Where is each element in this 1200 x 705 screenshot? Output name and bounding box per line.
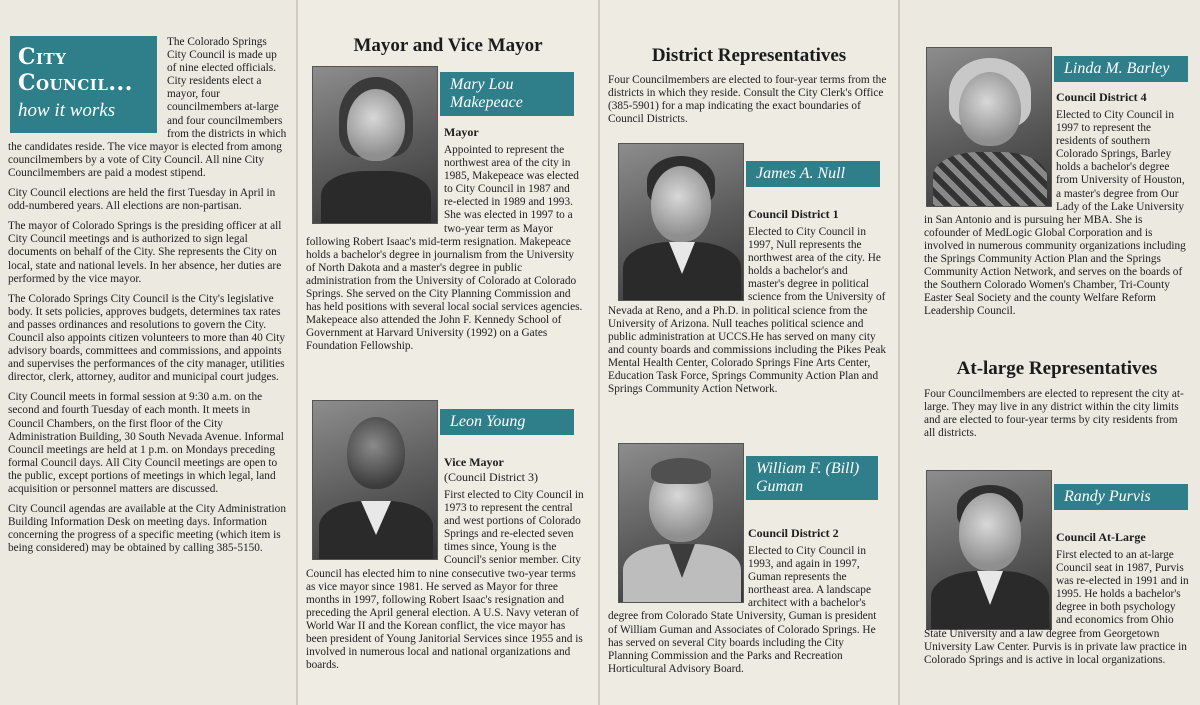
paragraph: The mayor of Colorado Springs is the presiding officer at all City Council meetings and is authorized to sign legal documents on behalf of the City. She represents the City on local, state and national levels. In her absence, her duties are performed by the vice mayor.	[8, 220, 282, 285]
purvis-role: Council At-Large	[1056, 530, 1146, 544]
mayor-role: Mayor	[444, 125, 479, 139]
atlarge-heading: At-large Representatives	[956, 358, 1158, 379]
guman-name: William F. (Bill) Guman	[746, 456, 878, 500]
guman-bio	[608, 526, 886, 676]
panel-district	[600, 0, 898, 705]
barley-name: Linda M. Barley	[1054, 56, 1188, 82]
panel-mayor	[298, 0, 598, 705]
guman-text: Elected to City Council in 1993, and again in 1997, Guman represents the northeast area. A landscape architect with a bachelor's degree from Colorado State University, Guman is president of William Guman and Associates of Colorado Springs. He has served on several City boards including the City Planning Commission and the Parks and Recreation Horticultural Advisory Board.	[608, 545, 877, 675]
atlarge-intro: Four Councilmembers are elected to represent the city at-large. They may live in any district within the city limits and are elected to four-year terms by city residents from all districts.	[924, 388, 1184, 440]
null-role: Council District 1	[748, 207, 839, 221]
vice-mayor-name: Leon Young	[440, 409, 574, 435]
district-intro: Four Councilmembers are elected to four-year terms from the districts in which they reside. Consult the City Clerk's Office (385-5901) for a map indicating the exact boundaries of Council Districts.	[608, 74, 887, 126]
mayor-name: Mary Lou Makepeace	[440, 72, 574, 116]
paragraph: City Council meets in formal session at 9:30 a.m. on the second and fourth Tuesday of each month. It meets in Council Chambers, on the first floor of the City Administration Building, 30 South Nevada Avenue. Informal Council meetings are held at 1 p.m. on Mondays preceding formal Council days. All City Council meetings are open to the public, except portions of meetings in which legal, land acquisition or personnel matters are discussed.	[8, 391, 284, 495]
section-heading: Mayor and Vice Mayor	[353, 35, 543, 56]
mayor-text: Appointed to represent the northwest area of the city in 1985, Makepeace was elected to City Council in 1987 and re-elected in 1989 and 1993. She was elected in 1997 to a two-year term as Mayor following Robert Isaac's mid-term resignation. Makepeace holds a bachelor's degree in journalism from the University of North Dakota and a master's degree in public administration from the University of Colorado at Colorado Springs. She served on the City Planning Commission and has held positions with several local social services agencies. Makepeace also attended the John F. Kennedy School of Government at Harvard University (1992) on a Gates Foundation Fellowship.	[306, 144, 583, 353]
paragraph: The Colorado Springs City Council is the City's legislative body. It sets policies, approves budgets, determines tax rates and passes ordinances and resolutions to govern the City. Council also appoints citizen volunteers to more than 40 City advisory boards, committees and commissions, and appoints and supervises the performances of the city manager, utilities director, clerk, attorney, auditor and municipal court judges.	[8, 292, 286, 384]
barley-role: Council District 4	[1056, 90, 1147, 104]
panel-how-it-works	[0, 0, 296, 705]
null-bio	[608, 207, 886, 396]
null-text: Elected to City Council in 1997, Null represents the northwest area of the city. He holds a bachelor's and master's degree in political science from the University of Nevada at Reno, and a Ph.D. in political science from the University of Arizona. Null teaches political science and public administration at UCCS.He has served on many city and county boards and commissions including the Pikes Peak Mental Health Center, Colorado Springs Fine Arts Center, Education Task Force, Springs Community Action Plan and Springs Community Action Network.	[608, 226, 886, 396]
title-sub: how it works	[18, 100, 116, 121]
purvis-name: Randy Purvis	[1054, 484, 1188, 510]
vice-mayor-bio	[306, 455, 584, 672]
guman-role: Council District 2	[748, 526, 839, 540]
purvis-text: First elected to an at-large Council seat in 1987, Purvis was re-elected in 1991 and in 1995. He holds a bachelor's degree in both psychology and economics from Ohio State University and a law degree from Georgetown University Law Center. Purvis is in private law practice in Colorado Springs and is active in local organizations.	[924, 549, 1189, 666]
paragraph: The Colorado Springs City Council is made up of nine elected officials. City residents elect a mayor, four councilmembers at-large and four councilmembers from the districts in which the candidates reside. The vice mayor is elected from among councilmembers by a vote of City Council. All nine City Councilmembers are paid a modest stipend.	[8, 36, 287, 179]
barley-text: Elected to City Council in 1997 to represent the residents of southern Colorado Springs, Barley holds a bachelor's degree from University of Houston, a master's degree from Our Lady of the Lake University in San Antonio and is pursuing her MBA. She is cofounder of MedLogic Global Corporation and is involved in numerous community organizations including the Springs Community Action Plan and the Springs Community Action Network, and serves on the boards of the Southern Colorado Women's Chamber, Tri-County Easter Seal Society and the county Welfare Reform Leadership Council.	[924, 109, 1186, 318]
vice-mayor-role: Vice Mayor	[444, 455, 504, 469]
title-box	[10, 36, 157, 133]
title-main: City Council...	[18, 44, 133, 96]
section-heading: District Representatives	[651, 45, 847, 66]
purvis-bio	[924, 530, 1190, 667]
mayor-bio	[306, 125, 584, 354]
vice-mayor-text: First elected to City Council in 1973 to represent the central and west portions of Colorado Springs and re-elected seven times since, Young is the Council's senior member. City Council has elected him to nine consecutive two-year terms as vice mayor since 1981. He served as Mayor for three months in 1997, following Robert Isaac's resignation and preceding the April general election. A U.S. Navy veteran of World War II and the Korean conflict, the vice mayor has been president of Young Janitorial Services since 1955 and is involved in numerous local and national organizations and boards.	[306, 489, 584, 672]
vice-mayor-district: (Council District 3)	[444, 470, 538, 484]
panel-atlarge	[900, 0, 1200, 705]
paragraph: City Council agendas are available at the City Administration Building Information Desk on meeting days. Information concerning the progress of a specific meeting (which item is being considered) may be obtained by calling 385-5150.	[8, 503, 286, 555]
null-name: James A. Null	[746, 161, 880, 187]
barley-bio	[924, 90, 1190, 319]
paragraph: City Council elections are held the first Tuesday in April in odd-numbered years. All elections are non-partisan.	[8, 187, 276, 213]
